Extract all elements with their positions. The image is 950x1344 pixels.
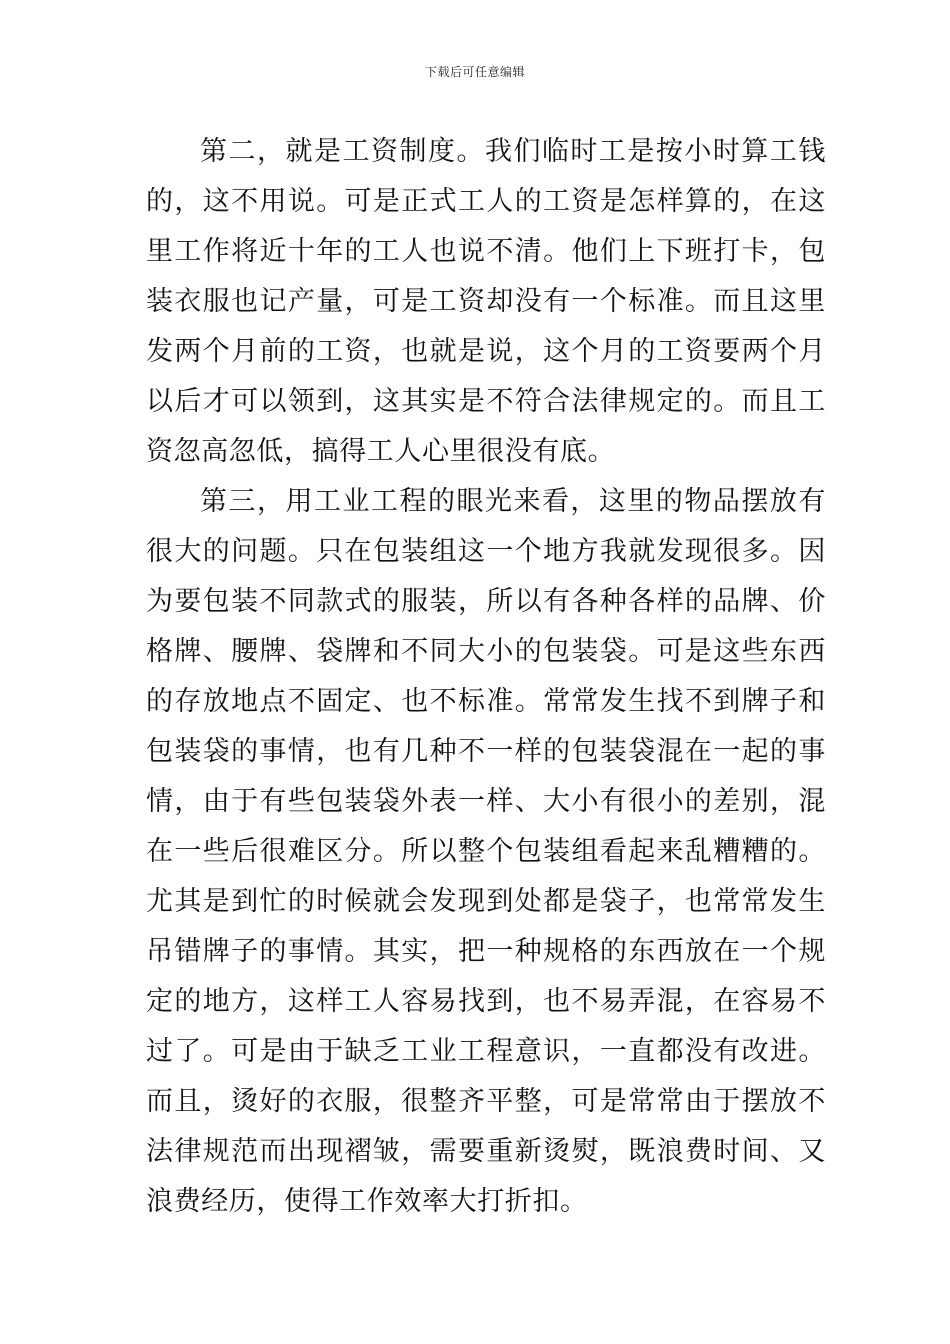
paragraph-item-placement: 第三，用工业工程的眼光来看，这里的物品摆放有很大的问题。只在包装组这一个地方我就发现很多。因为要包装不同款式的服装，所以有各种各样的品牌、价格牌、腰牌、袋牌和不同大小的包装袋。可是这些东西的存放地点不固定、也不标准。常常发生找不到牌子和包装袋的事情，也有几种不一样的包装袋混在一起的事情，由于有些包装袋外表一样、大小有很小的差别，混在一些后很难区分。所以整个包装组看起来乱糟糟的。尤其是到忙的时候就会发现到处都是袋子，也常常发生吊错牌子的事情。其实，把一种规格的东西放在一个规定的地方，这样工人容易找到，也不易弄混，在容易不过了。可是由于缺乏工业工程意识，一直都没有改进。而且，烫好的衣服，很整齐平整，可是常常由于摆放不法律规范而出现褶皱，需要重新烫熨，既浪费时间、又浪费经历，使得工作效率大打折扣。 (146, 486, 826, 1217)
document-body (146, 127, 826, 1227)
page-header: 下载后可任意编辑 (424, 65, 525, 79)
paragraph-wage-system: 第二，就是工资制度。我们临时工是按小时算工钱的，这不用说。可是正式工人的工资是怎样算的，在这里工作将近十年的工人也说不清。他们上下班打卡，包装衣服也记产量，可是工资却没有一个标准。而且这里发两个月前的工资，也就是说，这个月的工资要两个月以后才可以领到，这其实是不符合法律规定的。而且工资忽高忽低，搞得工人心里很没有底。 (146, 136, 826, 467)
